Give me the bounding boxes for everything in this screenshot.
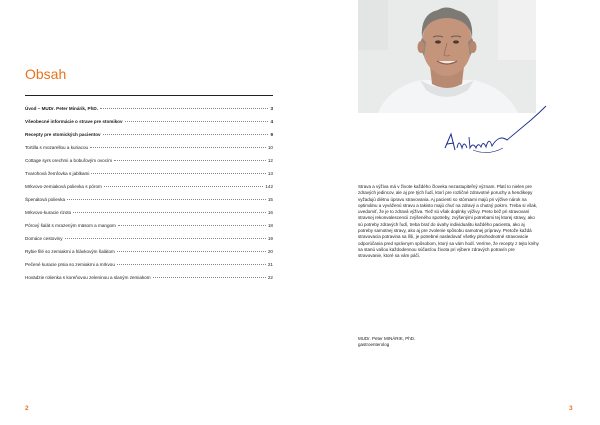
toc-leader-dots [65, 238, 266, 239]
toc-entry-label: Pečené kuracie prsia so zemiakmi a mrkvou [25, 262, 115, 267]
page-number-right: 3 [569, 405, 573, 412]
toc-entry-label: Mrkvovo-kuracie rizoto [25, 210, 72, 215]
toc-spacer [25, 216, 273, 223]
author-name: MUDr. Peter MINÁRIK, PhD. [358, 336, 416, 341]
toc-spacer [25, 229, 273, 236]
toc-entry-label: Tvarohová žemľovka s jablkami [25, 171, 90, 176]
author-signature [443, 104, 548, 160]
toc-spacer [25, 190, 273, 197]
toc-spacer [25, 138, 273, 145]
toc-entry-label: Cottage syrs orechmi a bobuľovým ovocím [25, 158, 113, 163]
toc-title: Obsah [25, 66, 67, 82]
toc-entry-page: 3 [270, 106, 273, 111]
toc-entry-label: Pórový šalát s mrazeným mäsom a mangom [25, 223, 116, 228]
toc-leader-dots [90, 147, 266, 148]
toc-entry-page: 22 [267, 275, 273, 280]
toc-entry-label: Recepty pre stomických pacientov [25, 132, 101, 137]
toc-spacer [25, 242, 273, 249]
foreword-paragraph: Strava a výživa má v živote každého človeka nezastupiteľný význam. Platí to nielen pre zdravých jedincov, ale aj pre tých ľudí, ktorí pre rozličné zdravotné poruchy a hendikepy vyžadujú diétnu úpravu stravovania. Aj pacienti so stómiami majú pri výžive nárok na optimálnu a vyváženú stravu a takisto majú chuť na zdravý a chutný pokrm. Treba si však, uvedomiť, že je to zdravá výživa. Tiež sú však doplnky výživy. Preto bež pri stravovaní stravnej rekonvalescencii zvýšeného spotreby, zvýšenými potrebami tej ktorej stravy, ako sú potreby zdravých ľudí, treba brať do úvahy individualitu každého pacienta, ako aj potreby samotnej stravy, ako aj pre zvolenie spôsobu samotnej prípravy. Pretože každá stravovacia potravina sa líši, je potrebné nasledovať všetky plnohodnotné stravovacie odporúčania pred správnym spôsobom, ktorý sa vám hodí. Veríme, že recepty z tejto knihy sa stanú vašou každodennou súčasťou života pri výbere zdravých potravín pre stravovanie, ktoré sa vám páči. [358, 184, 539, 259]
toc-entry-label: Mrkvovo-zemiaková polievka s pórom [25, 184, 102, 189]
toc-spacer [25, 177, 273, 184]
toc-leader-dots [73, 212, 266, 213]
toc-entry-label: Úvod – MUDr. Peter Minárik, PhD. [25, 106, 99, 111]
toc-leader-dots [103, 134, 269, 135]
toc-spacer [25, 164, 273, 171]
page-number-left: 2 [25, 405, 29, 412]
foreword-signoff [358, 336, 540, 349]
toc-leader-dots [67, 199, 266, 200]
toc-spacer [25, 203, 273, 210]
toc-entry-page: 21 [267, 262, 273, 267]
toc-spacer [25, 125, 273, 132]
author-role: gastroenterolog [358, 342, 390, 348]
toc-entry-page: 19 [267, 236, 273, 241]
toc-entry-label: Domáce cestoviny [25, 236, 63, 241]
toc-entry-label: Rybie filé so zemiakmi a hlávkovým šalátom [25, 249, 115, 254]
toc-entry-label: Hovädzie rolienka s koreňovou zeleninou a slaným zemiakom [25, 275, 151, 280]
foreword-letter [358, 184, 540, 260]
toc-spacer [25, 151, 273, 158]
toc-leader-dots [114, 160, 266, 161]
toc-leader-dots [104, 186, 263, 187]
toc-spacer [25, 112, 273, 119]
toc-leader-dots [153, 277, 266, 278]
author-portrait [358, 0, 536, 113]
toc-entry-page: 9 [270, 132, 273, 137]
toc-entry-page: 15 [267, 197, 273, 202]
toc-entry-page: 13 [267, 171, 273, 176]
toc-entry-label: Všeobecné informácie o strave pre stomikov [25, 119, 123, 124]
toc-leader-dots [125, 121, 269, 122]
toc-entry-label: Tortilla s mozarellou a kuriacou [25, 145, 89, 150]
toc-entry-page: 142 [265, 184, 273, 189]
table-of-contents [25, 106, 273, 288]
toc-leader-dots [100, 108, 268, 109]
toc-entry-page: 18 [267, 223, 273, 228]
toc-entry-page: 4 [270, 119, 273, 124]
toc-spacer [25, 268, 273, 275]
toc-leader-dots [91, 173, 265, 174]
right-page [300, 0, 600, 425]
toc-entry-page: 10 [267, 145, 273, 150]
toc-spacer [25, 255, 273, 262]
toc-entry-label: Špenátová polievka [25, 197, 66, 202]
toc-entry-page: 16 [267, 210, 273, 215]
toc-leader-dots [117, 251, 266, 252]
toc-entry-page: 12 [267, 158, 273, 163]
toc-spacer [25, 281, 273, 288]
toc-entry-page: 20 [267, 249, 273, 254]
portrait-photo [358, 0, 536, 113]
toc-leader-dots [118, 225, 266, 226]
toc-divider [25, 95, 273, 96]
toc-leader-dots [117, 264, 266, 265]
